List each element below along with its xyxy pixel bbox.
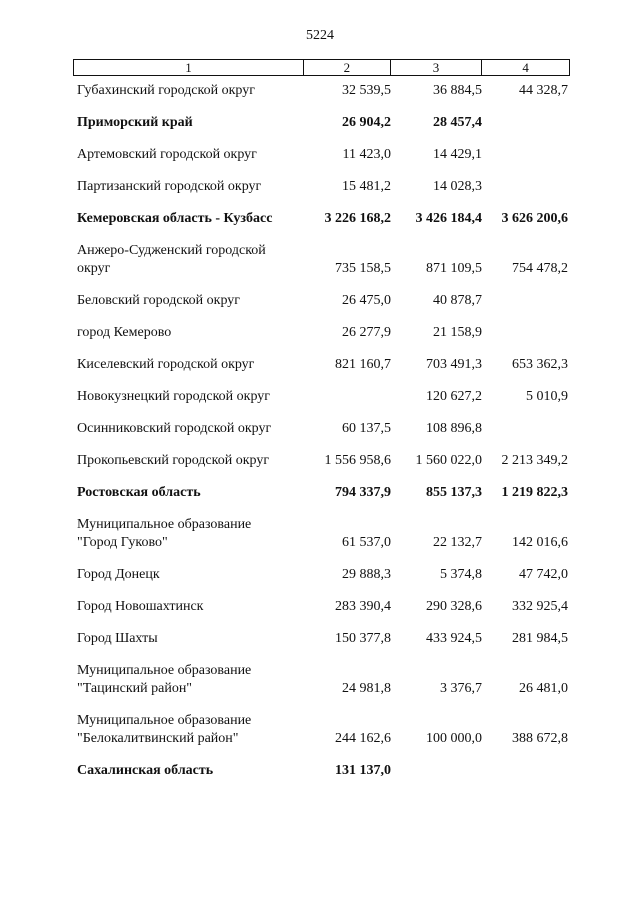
- table-row: [77, 114, 573, 132]
- row-value-c2: 26 475,0: [342, 293, 391, 308]
- row-value-c2: 1 556 958,6: [324, 453, 391, 468]
- row-value-c3: 433 924,5: [426, 631, 482, 646]
- row-value-c2: 131 137,0: [335, 763, 391, 778]
- row-value-c2: 60 137,5: [342, 421, 391, 436]
- table-row: [77, 452, 573, 470]
- row-name: [77, 566, 305, 584]
- row-value-c4: 754 478,2: [512, 261, 568, 276]
- row-value-c3: 22 132,7: [433, 535, 482, 550]
- row-name-line: Приморский край: [77, 115, 193, 130]
- row-value-c3: 871 109,5: [426, 261, 482, 276]
- row-name: [77, 324, 305, 342]
- row-value-c2: 283 390,4: [335, 599, 391, 614]
- row-name-line: Город Донецк: [77, 567, 160, 582]
- table-row: [77, 292, 573, 310]
- row-value-c3: 290 328,6: [426, 599, 482, 614]
- row-name-line: Губахинский городской округ: [77, 83, 255, 98]
- row-name: [77, 242, 305, 278]
- row-name-line: Город Новошахтинск: [77, 599, 204, 614]
- row-value-c3: 855 137,3: [426, 485, 482, 500]
- row-name: [77, 178, 305, 196]
- row-value-c4: 388 672,8: [512, 731, 568, 746]
- row-value-c2: 29 888,3: [342, 567, 391, 582]
- row-name-line: город Кемерово: [77, 325, 172, 340]
- row-name-line: Муниципальное образование: [77, 713, 252, 728]
- table-row: [77, 598, 573, 616]
- table-row: [77, 210, 573, 228]
- row-value-c2: 26 904,2: [342, 115, 391, 130]
- row-value-c3: 3 426 184,4: [415, 211, 482, 226]
- row-value-c3: 703 491,3: [426, 357, 482, 372]
- column-header-4: 4: [522, 60, 529, 75]
- row-value-c2: 150 377,8: [335, 631, 391, 646]
- row-value-c4: 47 742,0: [519, 567, 568, 582]
- row-value-c4: 653 362,3: [512, 357, 568, 372]
- table-row: [77, 630, 573, 648]
- row-value-c3: 120 627,2: [426, 389, 482, 404]
- row-value-c4: 44 328,7: [519, 83, 568, 98]
- table-row: [77, 388, 573, 406]
- row-name: [77, 82, 305, 100]
- table-row: [77, 82, 573, 100]
- row-name: [77, 516, 305, 552]
- row-value-c3: 100 000,0: [426, 731, 482, 746]
- row-value-c3: 14 429,1: [433, 147, 482, 162]
- row-name-line: Осинниковский городской округ: [77, 421, 272, 436]
- row-name-line: "Белокалитвинский район": [77, 731, 239, 746]
- row-name: [77, 630, 305, 648]
- row-name-line: "Тацинский район": [77, 681, 193, 696]
- row-value-c3: 40 878,7: [433, 293, 482, 308]
- row-value-c3: 1 560 022,0: [415, 453, 482, 468]
- row-name-line: Муниципальное образование: [77, 517, 252, 532]
- row-value-c3: 28 457,4: [433, 115, 482, 130]
- row-name-line: Кемеровская область - Кузбасс: [77, 211, 273, 226]
- table-row: [77, 242, 573, 278]
- table-body: [77, 82, 573, 794]
- row-value-c2: 24 981,8: [342, 681, 391, 696]
- column-header-1: 1: [74, 60, 304, 75]
- table-row: [77, 324, 573, 342]
- row-name-line: Муниципальное образование: [77, 663, 252, 678]
- row-value-c2: 244 162,6: [335, 731, 391, 746]
- row-name: [77, 452, 305, 470]
- row-name-line: Город Шахты: [77, 631, 158, 646]
- row-name: [77, 388, 305, 406]
- row-name: [77, 420, 305, 438]
- column-header-3: 3: [391, 60, 483, 75]
- row-value-c3: 5 374,8: [440, 567, 482, 582]
- row-value-c4: 281 984,5: [512, 631, 568, 646]
- row-name-line: Анжеро-Судженский городской: [77, 243, 266, 258]
- row-value-c2: 3 226 168,2: [324, 211, 391, 226]
- row-name-line: Прокопьевский городской округ: [77, 453, 270, 468]
- row-value-c4: 5 010,9: [526, 389, 568, 404]
- table-row: [77, 356, 573, 374]
- row-name: [77, 762, 305, 780]
- row-value-c4: 1 219 822,3: [501, 485, 568, 500]
- row-name-line: Беловский городской округ: [77, 293, 241, 308]
- column-header-2: 2: [304, 60, 391, 75]
- row-value-c2: 61 537,0: [342, 535, 391, 550]
- row-value-c4: 142 016,6: [512, 535, 568, 550]
- row-value-c4: 2 213 349,2: [501, 453, 568, 468]
- row-value-c2: 735 158,5: [335, 261, 391, 276]
- row-value-c4: 332 925,4: [512, 599, 568, 614]
- table-row: [77, 420, 573, 438]
- row-name: [77, 292, 305, 310]
- row-value-c3: 3 376,7: [440, 681, 482, 696]
- table-row: [77, 662, 573, 698]
- row-name-line: "Город Гуково": [77, 535, 168, 550]
- table-row: [77, 762, 573, 780]
- row-value-c4: 26 481,0: [519, 681, 568, 696]
- row-name: [77, 598, 305, 616]
- row-value-c3: 36 884,5: [433, 83, 482, 98]
- row-name-line: Киселевский городской округ: [77, 357, 255, 372]
- row-name: [77, 210, 305, 228]
- row-name-line: округ: [77, 261, 111, 276]
- row-value-c2: 11 423,0: [342, 147, 391, 162]
- row-value-c3: 108 896,8: [426, 421, 482, 436]
- row-name-line: Ростовская область: [77, 485, 201, 500]
- row-name: [77, 662, 305, 698]
- row-value-c2: 26 277,9: [342, 325, 391, 340]
- table-row: [77, 146, 573, 164]
- page-number: 5224: [306, 28, 334, 43]
- row-name: [77, 114, 305, 132]
- row-value-c3: 21 158,9: [433, 325, 482, 340]
- row-value-c4: 3 626 200,6: [501, 211, 568, 226]
- table-header: [73, 59, 570, 76]
- row-name: [77, 356, 305, 374]
- row-value-c2: 15 481,2: [342, 179, 391, 194]
- row-value-c2: 32 539,5: [342, 83, 391, 98]
- table-row: [77, 484, 573, 502]
- row-name-line: Новокузнецкий городской округ: [77, 389, 271, 404]
- row-value-c2: 794 337,9: [335, 485, 391, 500]
- table-row: [77, 516, 573, 552]
- row-name-line: Артемовский городской округ: [77, 147, 257, 162]
- table-row: [77, 178, 573, 196]
- row-name: [77, 712, 305, 748]
- row-name-line: Сахалинская область: [77, 763, 214, 778]
- row-value-c2: 821 160,7: [335, 357, 391, 372]
- table-row: [77, 566, 573, 584]
- row-value-c3: 14 028,3: [433, 179, 482, 194]
- row-name: [77, 146, 305, 164]
- table-row: [77, 712, 573, 748]
- row-name: [77, 484, 305, 502]
- row-name-line: Партизанский городской округ: [77, 179, 262, 194]
